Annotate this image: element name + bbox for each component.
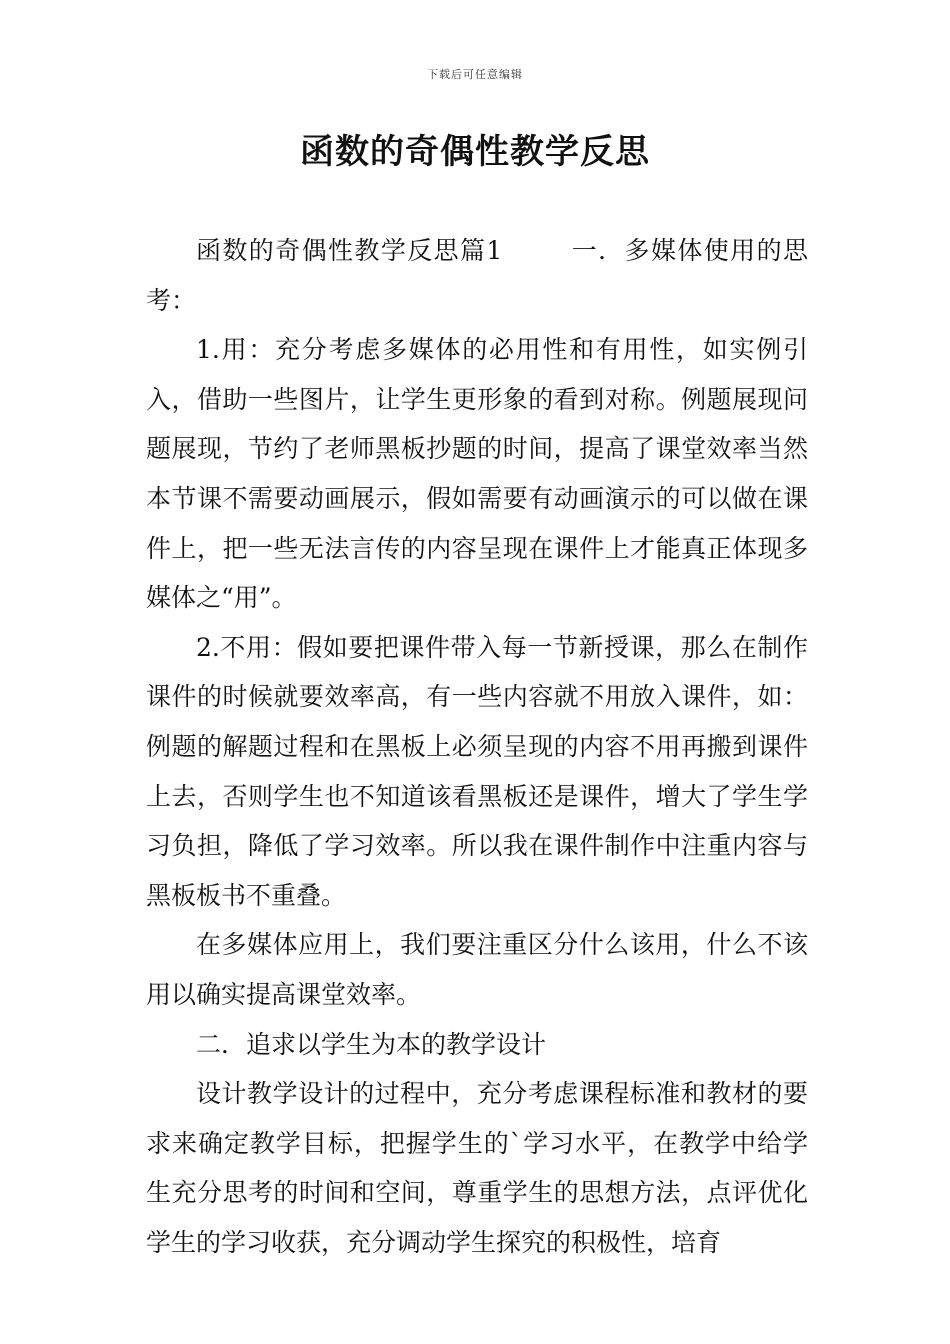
paragraph-1 — [146, 226, 808, 325]
paragraph-4: 在多媒体应用上，我们要注重区分什么该用，什么不该用以确实提高课堂效率。 — [146, 930, 808, 1009]
paragraph-2: 1.用：充分考虑多媒体的必用性和有用性，如实例引入，借助一些图片，让学生更形象的看到对称。例题展现问题展现，节约了老师黑板抄题的时间，提高了课堂效率当然本节课不需要动画展示，假如需要有动画演示的可以做在课件上，把一些无法言传的内容呈现在课件上才能真正体现多媒体之“用”。 — [146, 335, 808, 613]
header-note: 下载后可任意编辑 — [427, 68, 523, 81]
section-heading: 函数的奇偶性教学反思篇1 — [196, 236, 503, 265]
document-body — [146, 226, 808, 1267]
document-title: 函数的奇偶性教学反思 — [300, 132, 650, 172]
paragraph-3: 2.不用：假如要把课件带入每一节新授课，那么在制作课件的时候就要效率高，有一些内容就不用放入课件，如：例题的解题过程和在黑板上必须呈现的内容不用再搬到课件上去，否则学生也不知道该看黑板还是课件，增大了学生学习负担，降低了学习效率。所以我在课件制作中注重内容与黑板板书不重叠。 — [146, 632, 808, 910]
paragraph-5: 二．追求以学生为本的教学设计 — [196, 1029, 547, 1059]
subsection-heading: 一．多媒体使用的思考： — [146, 236, 808, 315]
paragraph-6: 设计教学设计的过程中，充分考虑课程标准和教材的要求来确定教学目标，把握学生的`学习水平，在教学中给学生充分思考的时间和空间，尊重学生的思想方法，点评优化学生的学习收获，充分调动学生探究的积极性，培育 — [146, 1079, 808, 1257]
